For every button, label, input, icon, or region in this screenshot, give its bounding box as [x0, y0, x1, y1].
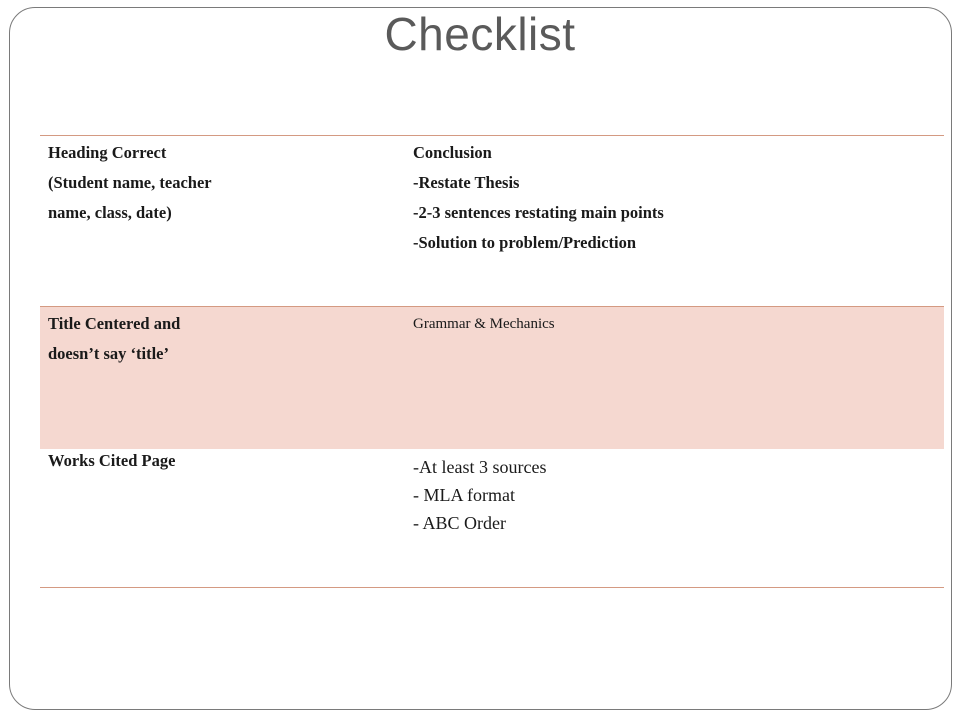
- cell-text: - MLA format: [413, 485, 515, 505]
- table-cell: [409, 136, 944, 307]
- cell-text: Heading Correct: [48, 143, 167, 162]
- cell-text: Works Cited Page: [48, 451, 176, 470]
- cell-text: Title Centered and: [48, 314, 181, 333]
- cell-text: -Solution to problem/Prediction: [413, 233, 637, 252]
- cell-text: - ABC Order: [413, 513, 506, 533]
- table-cell: [40, 136, 409, 307]
- cell-text: -Restate Thesis: [413, 173, 520, 192]
- cell-text: Conclusion: [413, 143, 492, 162]
- cell-text: (Student name, teacher: [48, 173, 212, 192]
- table-cell: [409, 449, 944, 588]
- cell-text: Grammar & Mechanics: [413, 316, 555, 332]
- table-cell: [40, 307, 409, 450]
- cell-text: -At least 3 sources: [413, 457, 547, 477]
- table-cell: [40, 449, 409, 588]
- cell-text: name, class, date): [48, 203, 172, 222]
- table-row: [40, 307, 944, 450]
- table-row: [40, 449, 944, 588]
- checklist-table: [40, 135, 944, 588]
- page-title: Checklist: [384, 8, 576, 60]
- cell-text: doesn’t say ‘title’: [48, 344, 169, 363]
- cell-text: -2-3 sentences restating main points: [413, 203, 664, 222]
- table-row: [40, 136, 944, 307]
- table-cell: [409, 307, 944, 450]
